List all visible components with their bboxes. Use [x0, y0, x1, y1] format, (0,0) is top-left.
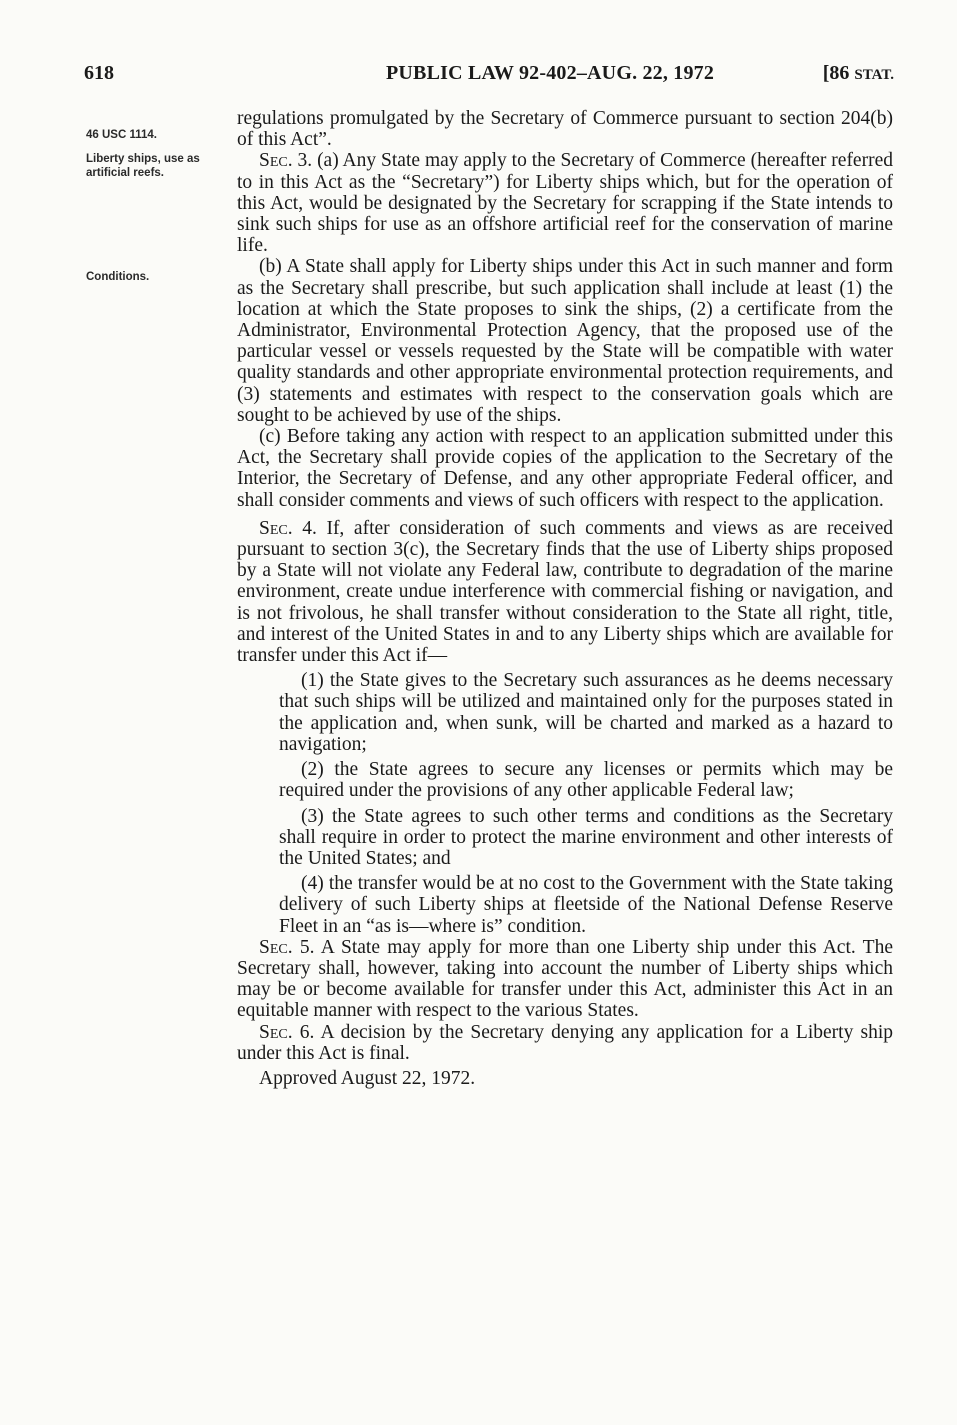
section-4-clause-3: (3) the State agrees to such other terms and conditions as the Secretary shall require in order to protect the marine environment and other interests of the United States; and [279, 805, 893, 869]
section-4-label: Sec. 4. [259, 517, 317, 539]
section-3-label: Sec. 3. [259, 150, 313, 172]
approval-date: Approved August 22, 1972. [259, 1067, 476, 1089]
section-6-text: A decision by the Secretary denying any application for a Liberty ship under this Act is final. [237, 1021, 893, 1064]
statute-body [237, 108, 893, 1089]
volume-prefix: [86 [822, 62, 855, 84]
running-head: PUBLIC LAW 92-402–AUG. 22, 1972 [386, 62, 715, 84]
section-4-clause-2: (2) the State agrees to secure any licenses or permits which may be required under the provisions of any other applicable Federal law; [279, 759, 893, 802]
intro-paragraph: regulations promulgated by the Secretary of Commerce pursuant to section 204(b) of this Act”. [237, 108, 893, 151]
section-4-clause-4: (4) the transfer would be at no cost to the Government with the State taking delivery of such Liberty ships at fleetside of the National Defense Reserve Fleet in an “as is—where is” condition. [279, 873, 893, 937]
section-3b: (b) A State shall apply for Liberty ships under this Act in such manner and form as the Secretary shall prescribe, but such application shall include at least (1) the location at which the State proposes to sink the ships, (2) a certificate from the Administrator, Environmental Protection Agency, that the proposed use of the particular vessel or vessels requested by the State will be compatible with water quality standards and other appropriate environmental protection requirements, and (3) statements and estimates with respect to the conservation goals which are sought to be achieved by use of the ships. [237, 256, 893, 426]
section-6 [237, 1022, 893, 1064]
section-4-clause-1: (1) the State gives to the Secretary such assurances as he deems necessary that such ships will be utilized and maintained only for the purposes stated in the application and, when sunk, will be charted and marked as a hazard to navigation; [279, 670, 893, 755]
section-3a [237, 150, 893, 256]
section-6-label: Sec. 6. [259, 1021, 315, 1043]
section-3a-text: (a) Any State may apply to the Secretary of Commerce (hereafter referred to in this Act as the “Secretary”) for Liberty ships which, but for the operation of this Act, would be designated by the Secretary for scrapping if the State intends to sink such ships for use as an offshore artificial reef for the conservation of marine life. [237, 150, 893, 257]
section-4 [237, 518, 893, 666]
volume-citation [823, 62, 894, 85]
volume-stat: STAT. [854, 67, 894, 83]
section-5-text: A State may apply for more than one Liberty ship under this Act. The Secretary shall, however, taking into account the number of Liberty ships which may be or become available for transfer under this Act, administer this Act in an equitable manner with respect to the various States. [237, 936, 893, 1022]
margin-note-liberty-ships: Liberty ships, use as artificial reefs. [86, 153, 200, 179]
section-5-label: Sec. 5. [259, 936, 315, 958]
margin-note-conditions: Conditions. [86, 271, 150, 283]
section-4-text: If, after consideration of such comments and views as are received pursuant to section 3(c), the Secretary finds that the use of Liberty ships proposed by a State will not violate any Federal law, contribute to degradation of the marine environment, create undue interference with commercial fishing or navigation, and is not frivolous, he shall transfer without consideration to the State all right, title, and interest of the United States in and to any Liberty ships which are available for transfer under this Act if— [237, 517, 893, 667]
section-3c: (c) Before taking any action with respect to an application submitted under this Act, the Secretary shall provide copies of the application to the Secretary of the Interior, the Secretary of Defense, and any other appropriate Federal officer, and shall consider comments and views of such officers with respect to the application. [237, 426, 893, 511]
section-5 [237, 937, 893, 1022]
page-number: 618 [84, 62, 114, 84]
page-header [84, 62, 894, 86]
margin-note-usc: 46 USC 1114. [86, 129, 157, 141]
